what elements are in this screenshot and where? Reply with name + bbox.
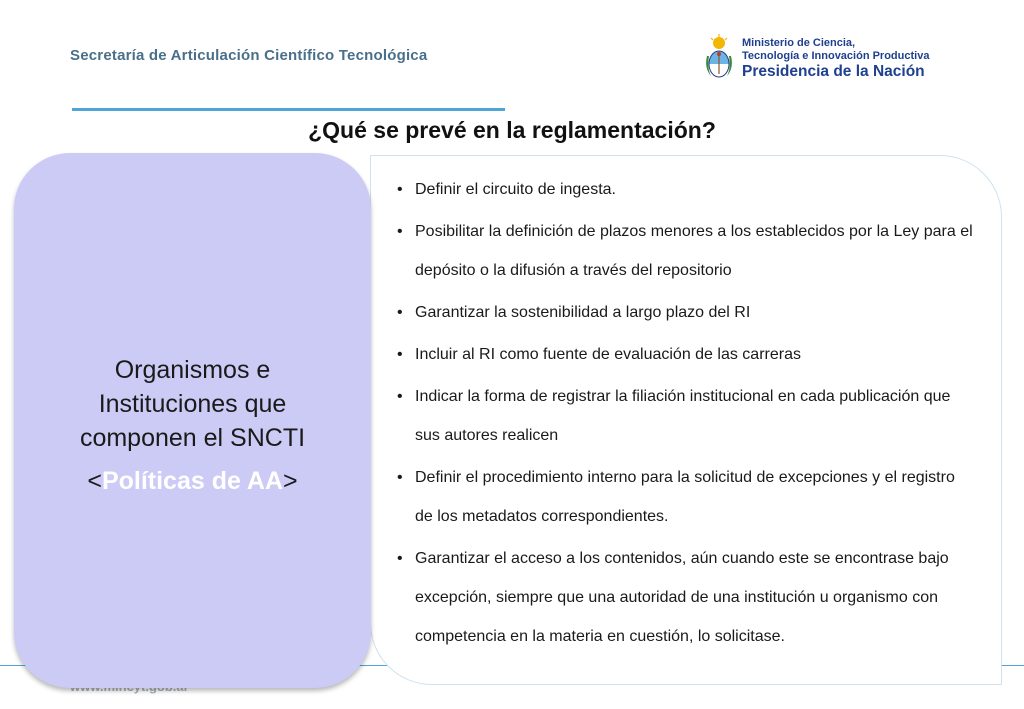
ministry-logo: [702, 34, 972, 84]
aa-open-bracket: <: [87, 467, 102, 495]
argentina-coat-of-arms-icon: [702, 34, 736, 82]
header-title: Secretaría de Articulación Científico Tecnológica: [70, 47, 428, 64]
logo-line-ministry: Ministerio de Ciencia,: [742, 37, 856, 49]
bullet-item: • Definir el circuito de ingesta.: [397, 170, 977, 209]
sncti-box: [14, 153, 371, 688]
logo-line-area: Tecnología e Innovación Productiva: [742, 49, 930, 62]
aa-policies-text: Políticas de AA: [101, 467, 284, 495]
slide-title: ¿Qué se prevé en la reglamentación?: [308, 117, 716, 143]
logo-line-presidency: Presidencia de la Nación: [742, 63, 925, 81]
bullet-list: [397, 170, 977, 659]
aa-close-bracket: >: [283, 467, 298, 495]
bullet-item: • Incluir al RI como fuente de evaluación de las carreras: [397, 335, 977, 374]
bullet-item: • Posibilitar la definición de plazos menores a los establecidos por la Ley para el depósito o la difusión a través del repositorio: [397, 212, 977, 290]
bullet-item: • Definir el procedimiento interno para la solicitud de excepciones y el registro de los metadatos correspondientes.: [397, 458, 977, 536]
aa-policies-label: [87, 467, 297, 496]
header-divider: [72, 108, 505, 111]
bullet-item: • Garantizar la sostenibilidad a largo plazo del RI: [397, 293, 977, 332]
bullet-item: • Indicar la forma de registrar la filiación institucional en cada publicación que sus autores realicen: [397, 377, 977, 455]
sncti-label: Organismos e Instituciones que componen el SNCTI: [79, 356, 306, 452]
bullet-item: • Garantizar el acceso a los contenidos, aún cuando este se encontrase bajo excepción, siempre que una autoridad de una institución u organismo con competencia en la materia en cuestión, lo solicitase.: [397, 539, 977, 656]
